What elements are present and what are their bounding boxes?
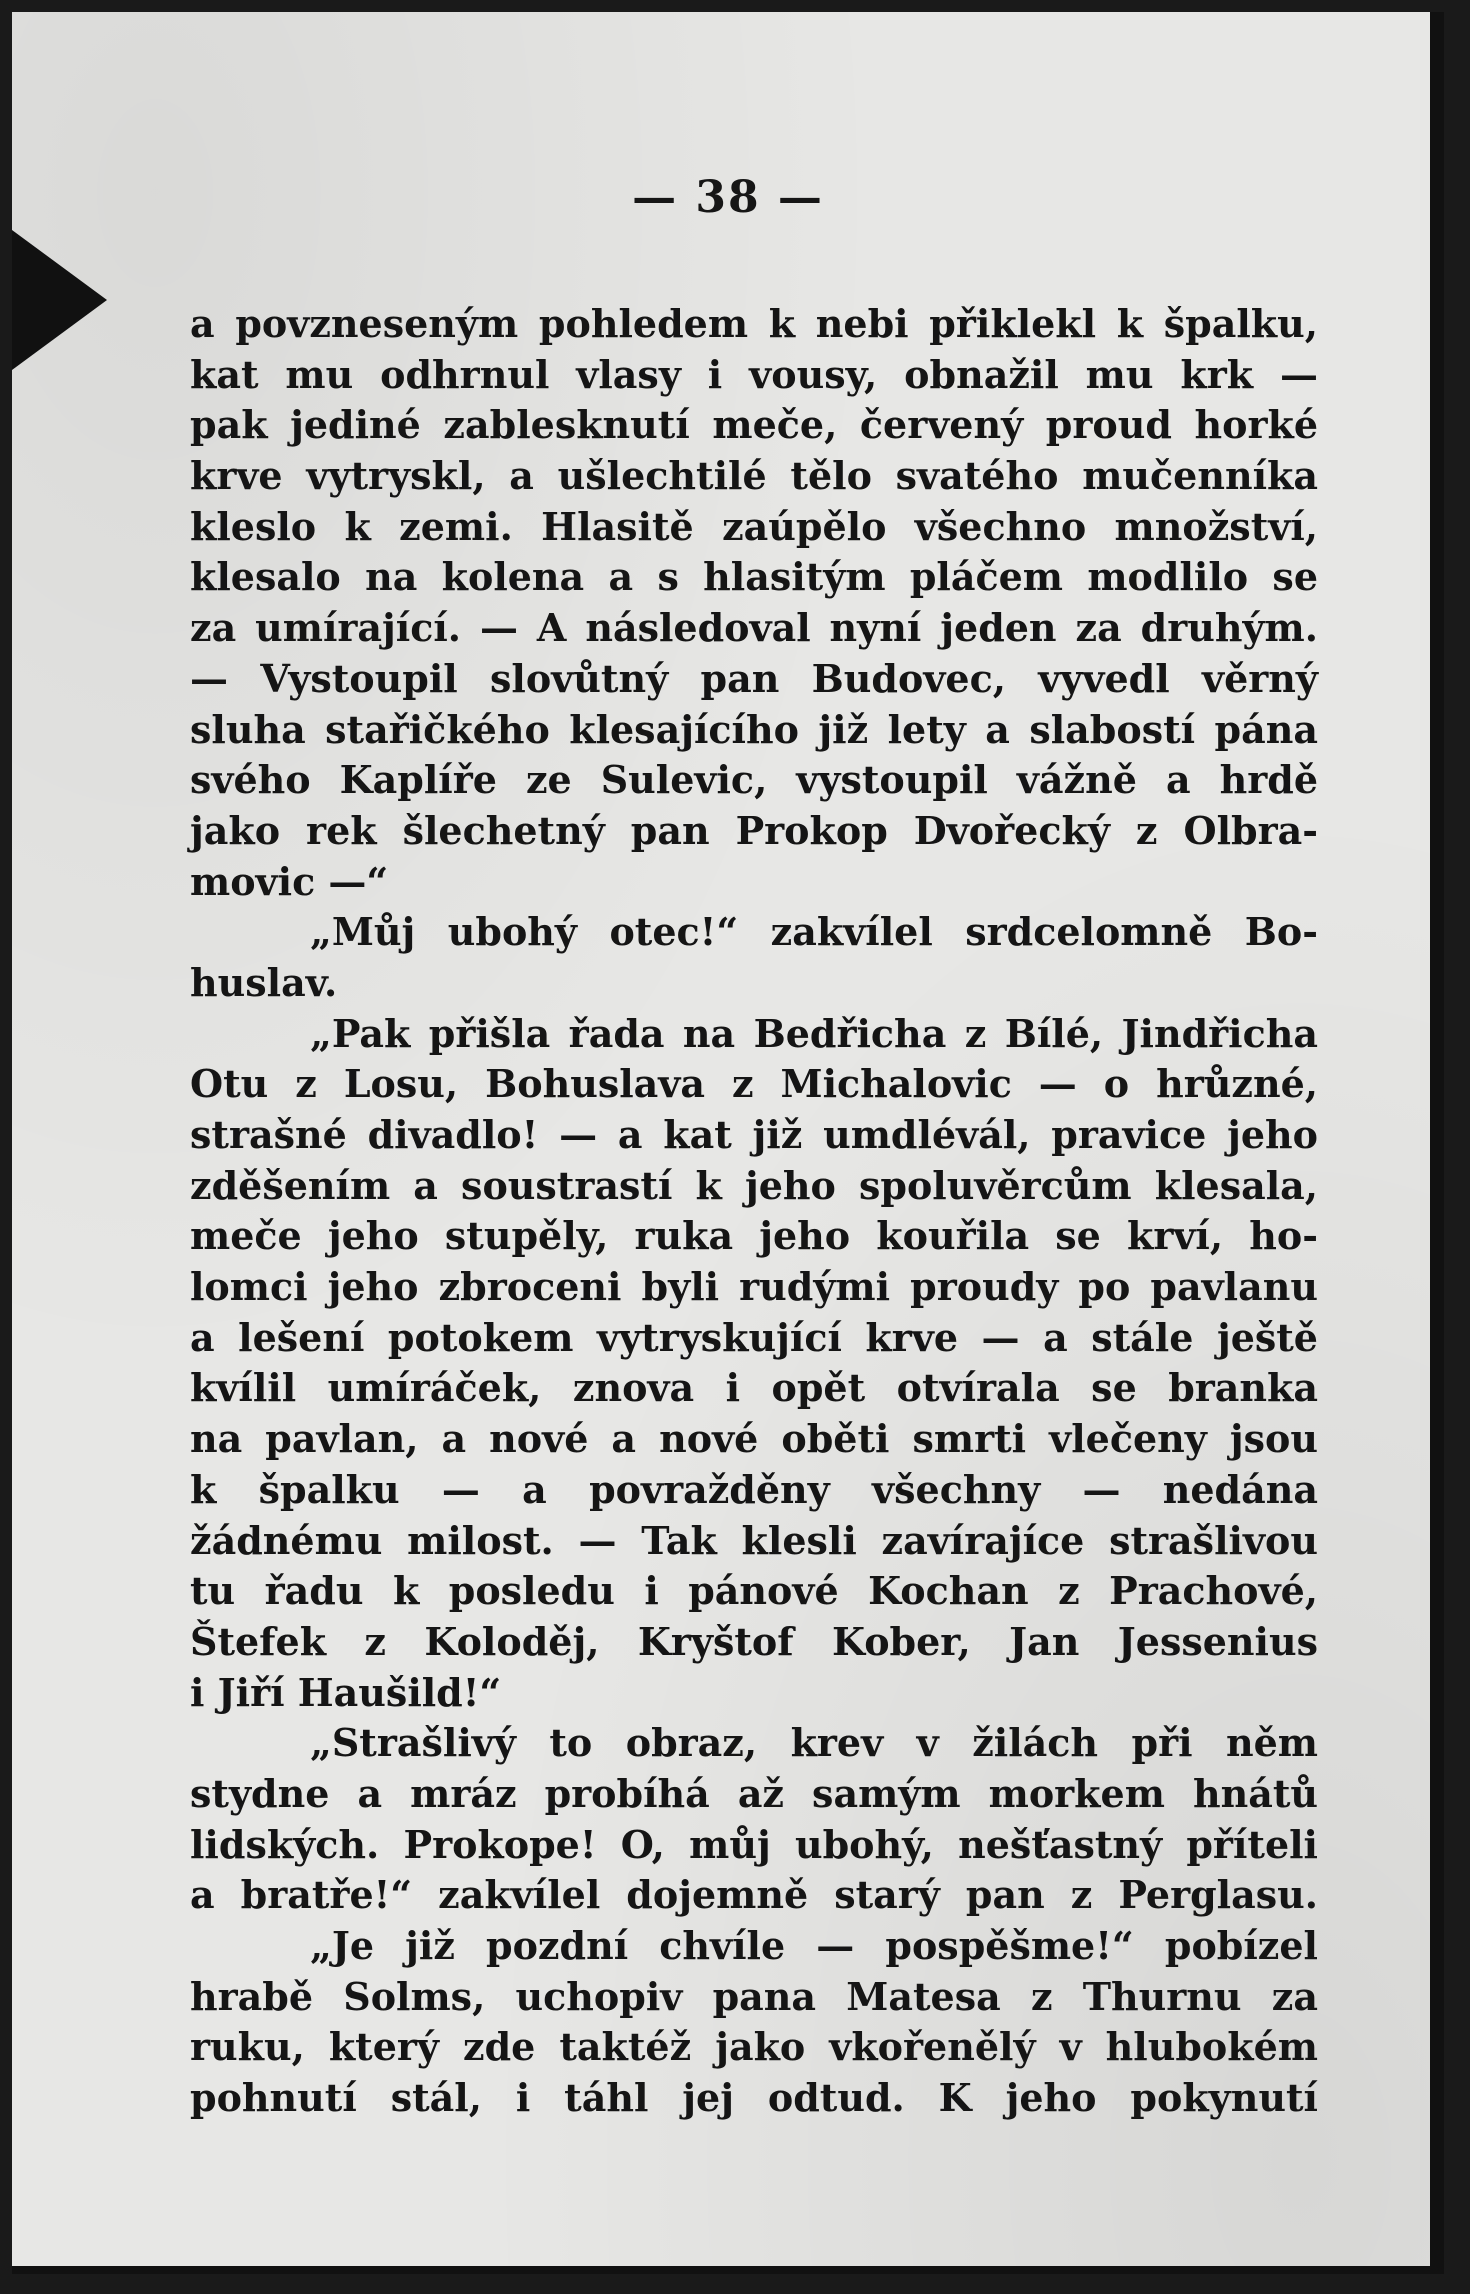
- book-page: [12, 12, 1444, 2274]
- text-line: stydne a mráz probíhá až samým morkem hnátů: [190, 1770, 1318, 1816]
- text-line: kat mu odhrnul vlasy i vousy, obnažil mu krk —: [190, 351, 1318, 397]
- scan-edge-right: [1430, 12, 1444, 2274]
- text-line: a bratře!“ zakvílel dojemně starý pan z Perglasu.: [190, 1872, 1318, 1918]
- text-line: tu řadu k posledu i pánové Kochan z Prachové,: [190, 1568, 1318, 1614]
- text-line: sluha stařičkého klesajícího již lety a slabostí pána: [190, 706, 1318, 752]
- text-line: kvílil umíráček, znova i opět otvírala se branka: [190, 1365, 1318, 1411]
- text-line: klesalo na kolena a s hlasitým pláčem modlilo se: [190, 554, 1318, 600]
- text-line: strašné divadlo! — a kat již umdlévál, pravice jeho: [190, 1112, 1318, 1157]
- text-line: meče jeho stupěly, ruka jeho kouřila se krví, ho-: [190, 1213, 1318, 1259]
- text-line: kleslo k zemi. Hlasitě zaúpělo všechno množství,: [190, 503, 1318, 549]
- text-line: huslav.: [190, 959, 338, 1005]
- text-line: a lešení potokem vytryskující krve — a stále ještě: [190, 1314, 1318, 1360]
- text-line: Štefek z Koloděj, Kryštof Kober, Jan Jessenius: [190, 1618, 1318, 1664]
- text-line: movic —“: [190, 858, 389, 904]
- torn-corner-mark: [12, 230, 107, 370]
- text-line: Otu z Losu, Bohuslava z Michalovic — o hrůzné,: [190, 1061, 1318, 1107]
- text-line: i Jiří Haušild!“: [190, 1669, 502, 1715]
- text-line: za umírající. — A následoval nyní jeden za druhým.: [190, 605, 1318, 651]
- text-line: ruku, který zde taktéž jako vkořenělý v hlubokém: [190, 2024, 1318, 2070]
- scan-edge-bottom: [12, 2266, 1444, 2274]
- text-line: na pavlan, a nové a nové oběti smrti vlečeny jsou: [190, 1416, 1318, 1462]
- text-line: jako rek šlechetný pan Prokop Dvořecký z Olbra-: [190, 807, 1318, 853]
- text-line: zděšením a soustrastí k jeho spoluvěrcům klesala,: [190, 1162, 1318, 1208]
- text-line: „Strašlivý to obraz, krev v žilách při něm: [310, 1720, 1318, 1766]
- text-line: svého Kaplíře ze Sulevic, vystoupil vážně a hrdě: [190, 757, 1318, 803]
- page-number: — 38 —: [632, 172, 824, 223]
- text-line: pohnutí stál, i táhl jej odtud. K jeho pokynutí: [190, 2075, 1318, 2121]
- text-line: „Pak přišla řada na Bedřicha z Bílé, Jindřicha: [310, 1010, 1318, 1056]
- text-line: lidských. Prokope! O, můj ubohý, nešťastný příteli: [190, 1821, 1318, 1867]
- text-line: lomci jeho zbroceni byli rudými proudy po pavlanu: [190, 1264, 1318, 1310]
- text-line: „Je již pozdní chvíle — pospěšme!“ pobízel: [310, 1923, 1318, 1968]
- text-line: „Můj ubohý otec!“ zakvílel srdcelomně Bo-: [310, 909, 1318, 955]
- body-text: [190, 299, 1318, 2124]
- text-line: a povzneseným pohledem k nebi přiklekl k špalku,: [190, 301, 1318, 346]
- text-line: k špalku — a povražděny všechny — nedána: [190, 1466, 1318, 1512]
- text-line: — Vystoupil slovůtný pan Budovec, vyvedl věrný: [190, 655, 1318, 701]
- text-line: hrabě Solms, uchopiv pana Matesa z Thurnu za: [190, 1973, 1318, 2019]
- text-line: žádnému milost. — Tak klesli zavírajíce strašlivou: [190, 1517, 1318, 1563]
- text-line: krve vytryskl, a ušlechtilé tělo svatého mučenníka: [190, 453, 1318, 499]
- text-line: pak jediné zablesknutí meče, červený proud horké: [190, 402, 1318, 448]
